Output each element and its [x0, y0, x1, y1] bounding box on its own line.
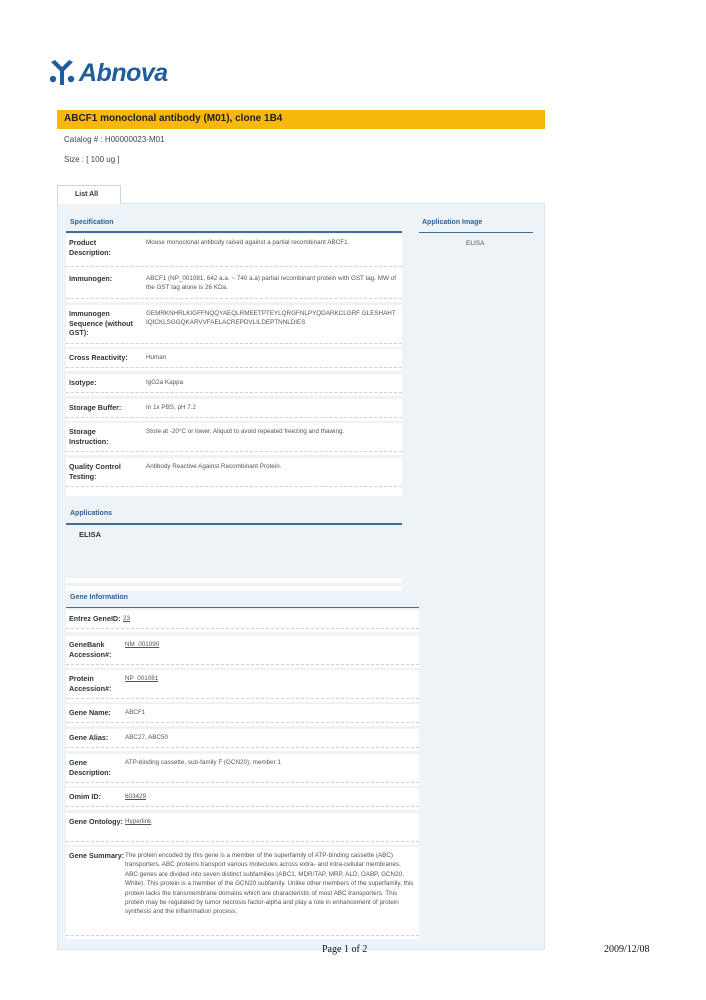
- page-number: Page 1 of 2: [322, 944, 368, 955]
- spec-label: Immunogen:: [69, 274, 113, 283]
- spec-label: Cross Reactivity:: [69, 353, 128, 362]
- spec-label: Product Description:: [69, 238, 111, 257]
- gene-row: [66, 754, 419, 782]
- row-divider: [66, 698, 419, 702]
- row-divider: [66, 806, 419, 810]
- gene-row: [66, 788, 419, 806]
- spec-value: Store at -20°C or lower. Aliquot to avoid repeated freezing and thawing.: [146, 428, 345, 435]
- print-date: 2009/12/08: [604, 944, 650, 955]
- catalog-number: Catalog # : H00000023-M01: [64, 135, 165, 144]
- gene-label: Gene Name:: [69, 708, 111, 717]
- spec-row: [66, 305, 402, 343]
- specification-heading: Specification: [70, 219, 114, 226]
- product-title: ABCF1 monoclonal antibody (M01), clone 1B4: [64, 113, 283, 124]
- omim-id-link[interactable]: 603429: [125, 793, 147, 800]
- spec-label: Storage Instruction:: [69, 427, 109, 446]
- gene-value: ATP-binding cassette, sub-family F (GCN20), member 1: [125, 759, 281, 766]
- row-divider: [66, 343, 402, 347]
- spec-row: [66, 349, 402, 367]
- row-divider: [66, 451, 402, 455]
- abnova-logo-text: Abnova: [79, 58, 168, 87]
- gene-label: Omim ID:: [69, 792, 101, 801]
- spec-value: IgG2a Kappa: [146, 379, 184, 386]
- spec-row: [66, 458, 402, 486]
- gene-row: [66, 813, 419, 841]
- row-divider: [66, 722, 419, 726]
- spec-row: [66, 423, 402, 451]
- genebank-accession-link[interactable]: NM_001090: [125, 641, 160, 648]
- gene-label: Protein Accession#:: [69, 674, 112, 693]
- application-image-rule: [419, 232, 533, 233]
- gene-row: [66, 636, 419, 664]
- product-size: Size : [ 100 ug ]: [64, 155, 120, 164]
- row-divider: [66, 935, 419, 939]
- applications-heading: Applications: [70, 510, 113, 517]
- row-divider: [66, 367, 402, 371]
- row-divider: [66, 298, 402, 302]
- gene-value: ABC27, ABC50: [125, 734, 169, 741]
- gene-row: [66, 670, 419, 698]
- gene-row: [66, 704, 419, 722]
- tab-list-all-label: List All: [75, 191, 99, 198]
- gene-row: [66, 729, 419, 747]
- applications-spacer: [66, 578, 402, 583]
- gene-value: ABCF1: [125, 709, 146, 716]
- row-divider: [66, 417, 402, 421]
- gene-row: [66, 847, 419, 935]
- abnova-logo-icon: [47, 59, 77, 87]
- application-image-caption: ELISA: [466, 240, 485, 247]
- spec-value: Human: [146, 354, 167, 361]
- gene-label: Gene Summary:: [69, 851, 125, 860]
- product-title-bar: [57, 110, 545, 129]
- spec-row: [66, 234, 402, 266]
- entrez-gene-link[interactable]: 23: [123, 615, 131, 622]
- gene-information-heading: Gene Information: [70, 594, 128, 601]
- gene-label: Gene Ontology:: [69, 817, 123, 826]
- spec-value: GEMRKNHRLKIGFFNQQYAEQLRMEETPTEYLQRGFNLPYQDARKCLGRF GLESHAHTIQICKLSGGQKARVVFAELACREPDVLILDEPTNNLDIES: [146, 310, 396, 327]
- spec-row: [66, 374, 402, 392]
- row-divider: [66, 628, 419, 632]
- applications-rule: [66, 523, 402, 525]
- gene-label: Gene Description:: [69, 758, 111, 777]
- row-divider: [66, 664, 419, 668]
- abnova-logo: [47, 58, 168, 88]
- spec-value: Mouse monoclonal antibody raised against a partial recombinant ABCF1.: [146, 239, 350, 246]
- spec-label: Immunogen Sequence (without GST):: [69, 309, 133, 337]
- spec-value: Antibody Reactive Against Recombinant Protein.: [146, 463, 282, 470]
- spec-label: Quality Control Testing:: [69, 462, 121, 481]
- spec-label: Storage Buffer:: [69, 403, 122, 412]
- gene-summary-text: The protein encoded by this gene is a member of the superfamily of ATP-binding cassette (ABC) transporters. ABC proteins transport various molecules across extra- and intra-cellular membranes. ABC genes are divided into seven distinct subfamilies (ABC1, MDR/TAP, MRP, ALD, OABP, GCN20, White). This protein is a member of the GCN20 subfamily. Unlike other members of the superfamily, this protein lacks the transmembrane domains which are characteristic of most ABC transporters. This protein may be regulated by tumor necrosis factor-alpha and play a role in enhancement of protein synthesis and the inflammation process.: [125, 852, 414, 916]
- row-divider: [66, 841, 419, 845]
- tab-list-all[interactable]: [57, 185, 121, 204]
- spec-value: ABCF1 (NP_001081, 642 a.a. ~ 740 a.a) partial recombinant protein with GST tag. MW of the GST tag alone is 26 KDa.: [146, 275, 396, 292]
- gene-information-rule: [66, 607, 419, 608]
- spec-row: [66, 270, 402, 298]
- row-divider: [66, 392, 402, 396]
- gene-ontology-link[interactable]: Hyperlink: [125, 818, 152, 825]
- gene-label: GeneBank Accession#:: [69, 640, 112, 659]
- application-item: ELISA: [79, 530, 102, 539]
- spec-row: [66, 399, 402, 417]
- protein-accession-link[interactable]: NP_001081: [125, 675, 159, 682]
- gene-label: Entrez GeneID:: [69, 614, 121, 623]
- specification-rule: [66, 231, 402, 233]
- application-image-heading: Application Image: [422, 219, 483, 226]
- row-divider: [66, 747, 419, 751]
- row-divider: [66, 782, 419, 786]
- applications-spacer: [66, 586, 402, 591]
- gene-row: [66, 610, 419, 628]
- spec-label: Isotype:: [69, 378, 97, 387]
- gene-label: Gene Alias:: [69, 733, 109, 742]
- spec-value: In 1x PBS, pH 7.2: [146, 404, 197, 411]
- spec-row-spacer: [66, 490, 402, 496]
